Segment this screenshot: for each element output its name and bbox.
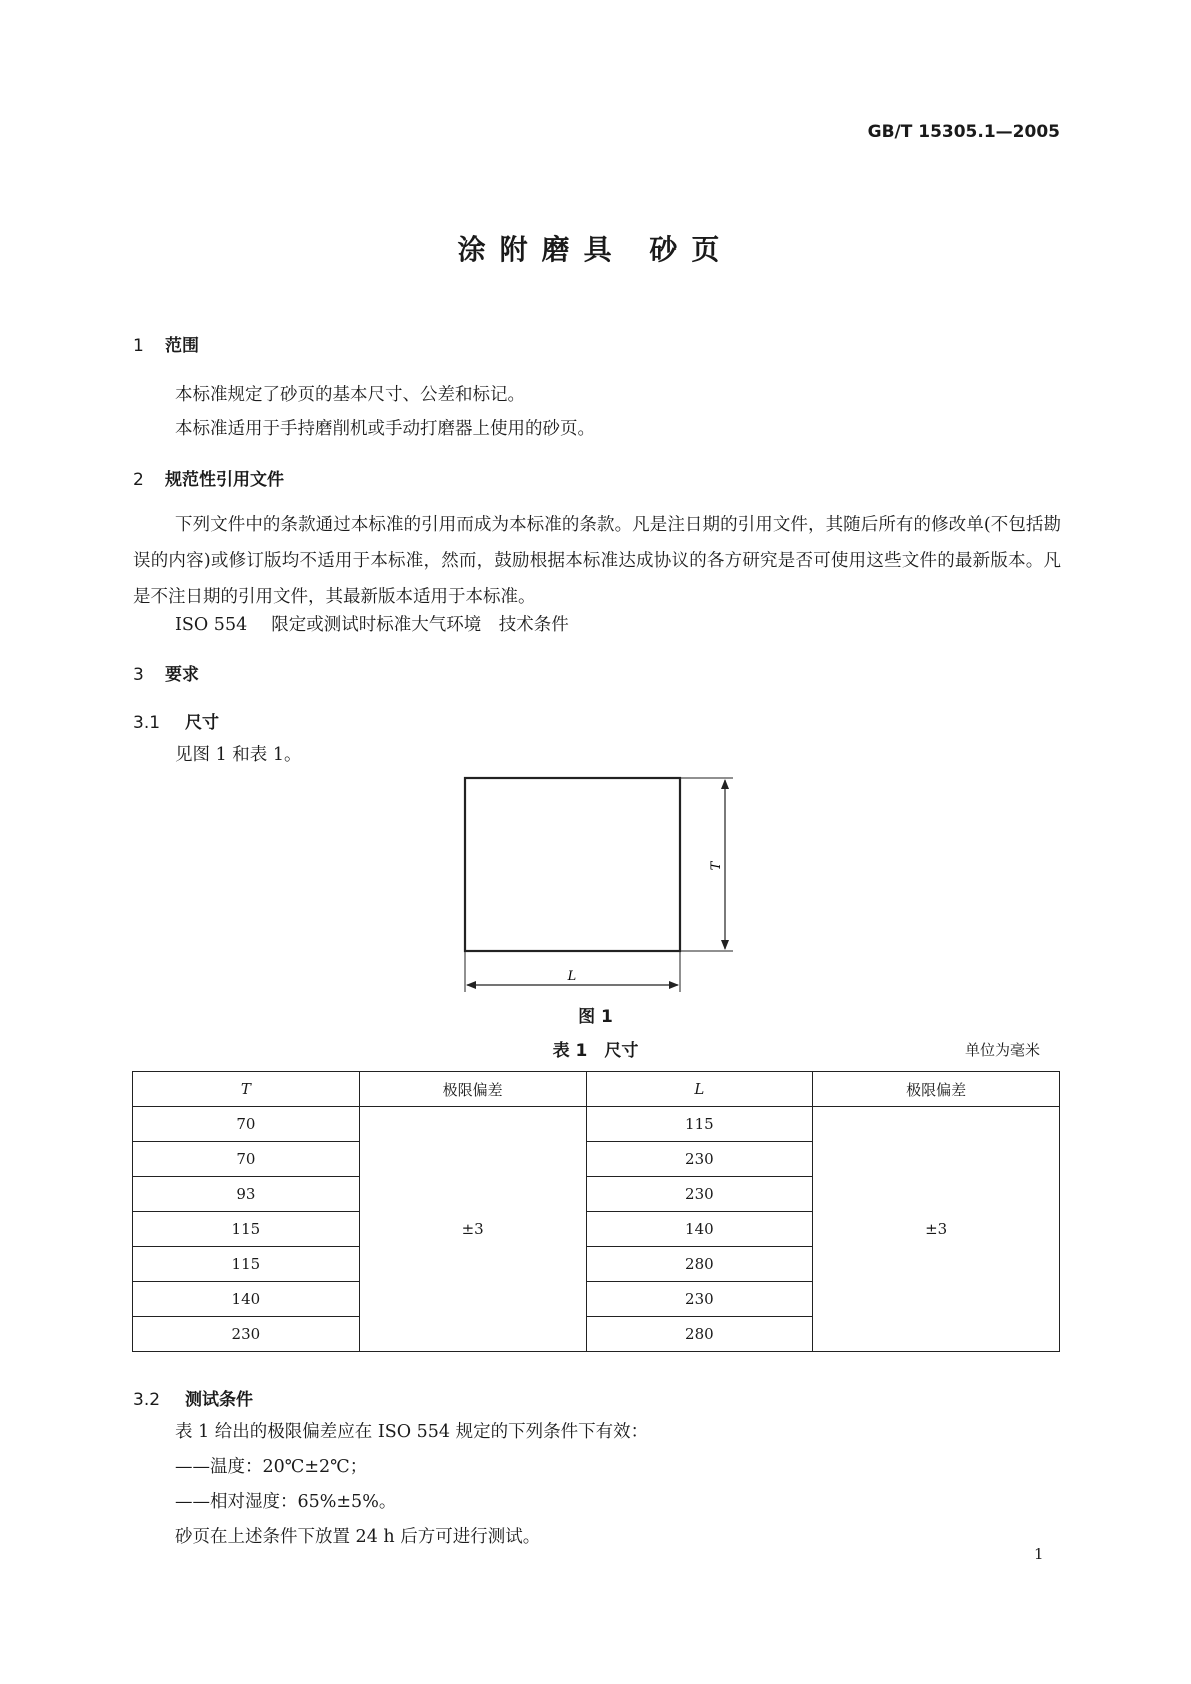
l-value: 230 (586, 1142, 813, 1177)
t-value: 115 (133, 1212, 360, 1247)
section-3-heading (133, 660, 199, 685)
page-title: 涂附磨具 砂页 (457, 233, 734, 266)
t-value: 115 (133, 1247, 360, 1282)
section-title: 测试条件 (185, 1390, 253, 1410)
dimension-label-T: T (709, 861, 724, 871)
paragraph: 下列文件中的条款通过本标准的引用而成为本标准的条款。凡是注日期的引用文件，其随后所有的修改单(不包括勘误的内容)或修订版均不适用于本标准，然而，鼓励根据本标准达成协议的各方研究是否可使用这些文件的最新版本。凡是不注日期的引用文件，其最新版本适用于本标准。 (133, 515, 1061, 607)
section-title: 尺寸 (185, 713, 219, 733)
column-header: T (133, 1072, 360, 1107)
paragraph: 本标准适用于手持磨削机或手动打磨器上使用的砂页。 (175, 419, 595, 439)
l-value: 140 (586, 1212, 813, 1247)
paragraph: 表 1 给出的极限偏差应在 ISO 554 规定的下列条件下有效： (175, 1422, 649, 1442)
paragraph: 砂页在上述条件下放置 24 h 后方可进行测试。 (175, 1527, 541, 1547)
l-value: 230 (586, 1177, 813, 1212)
l-value: 280 (586, 1317, 813, 1352)
t-value: 93 (133, 1177, 360, 1212)
figure-caption: 图 1 (578, 1007, 613, 1027)
paragraph: 本标准规定了砂页的基本尺寸、公差和标记。 (175, 385, 525, 405)
column-header: 极限偏差 (813, 1072, 1060, 1107)
section-title: 范围 (165, 336, 199, 356)
section-number: 1 (133, 336, 144, 356)
t-value: 70 (133, 1142, 360, 1177)
table-caption: 表 1 尺寸 (552, 1041, 639, 1061)
page-number: 1 (1034, 1545, 1044, 1563)
section-number: 2 (133, 470, 144, 490)
standard-number: GB/T 15305.1—2005 (867, 122, 1060, 142)
section-2-heading (133, 465, 284, 490)
table-unit: 单位为毫米 (964, 1041, 1040, 1059)
l-value: 230 (586, 1282, 813, 1317)
section-number: 3.1 (133, 713, 161, 733)
t-value: 140 (133, 1282, 360, 1317)
reference-title: 限定或测试时标准大气环境 技术条件 (271, 615, 569, 635)
list-item: ——温度：20℃±2℃； (175, 1457, 368, 1477)
column-header: L (586, 1072, 813, 1107)
section-number: 3 (133, 665, 144, 685)
section-2-paragraph (133, 507, 1061, 615)
list-item: ——相对湿度：65%±5%。 (175, 1492, 397, 1512)
l-value: 115 (586, 1107, 813, 1142)
tolerance-t: ±3 (359, 1107, 586, 1352)
section-3-1-heading (133, 708, 219, 733)
section-title: 要求 (165, 665, 199, 685)
tolerance-l: ±3 (813, 1107, 1060, 1352)
reference-code: ISO 554 (175, 615, 248, 635)
dimensions-table (132, 1071, 1060, 1352)
table-row (133, 1107, 1060, 1142)
section-1-heading (133, 331, 199, 356)
figure-1-diagram (455, 770, 755, 1000)
section-3-2-heading (133, 1385, 253, 1410)
normative-reference (175, 611, 569, 636)
t-value: 70 (133, 1107, 360, 1142)
section-title: 规范性引用文件 (165, 470, 284, 490)
sheet-rectangle (465, 778, 680, 951)
column-header: 极限偏差 (359, 1072, 586, 1107)
section-number: 3.2 (133, 1390, 161, 1410)
paragraph: 见图 1 和表 1。 (175, 745, 302, 765)
table-header-row (133, 1072, 1060, 1107)
dimension-label-L: L (567, 969, 577, 984)
t-value: 230 (133, 1317, 360, 1352)
l-value: 280 (586, 1247, 813, 1282)
